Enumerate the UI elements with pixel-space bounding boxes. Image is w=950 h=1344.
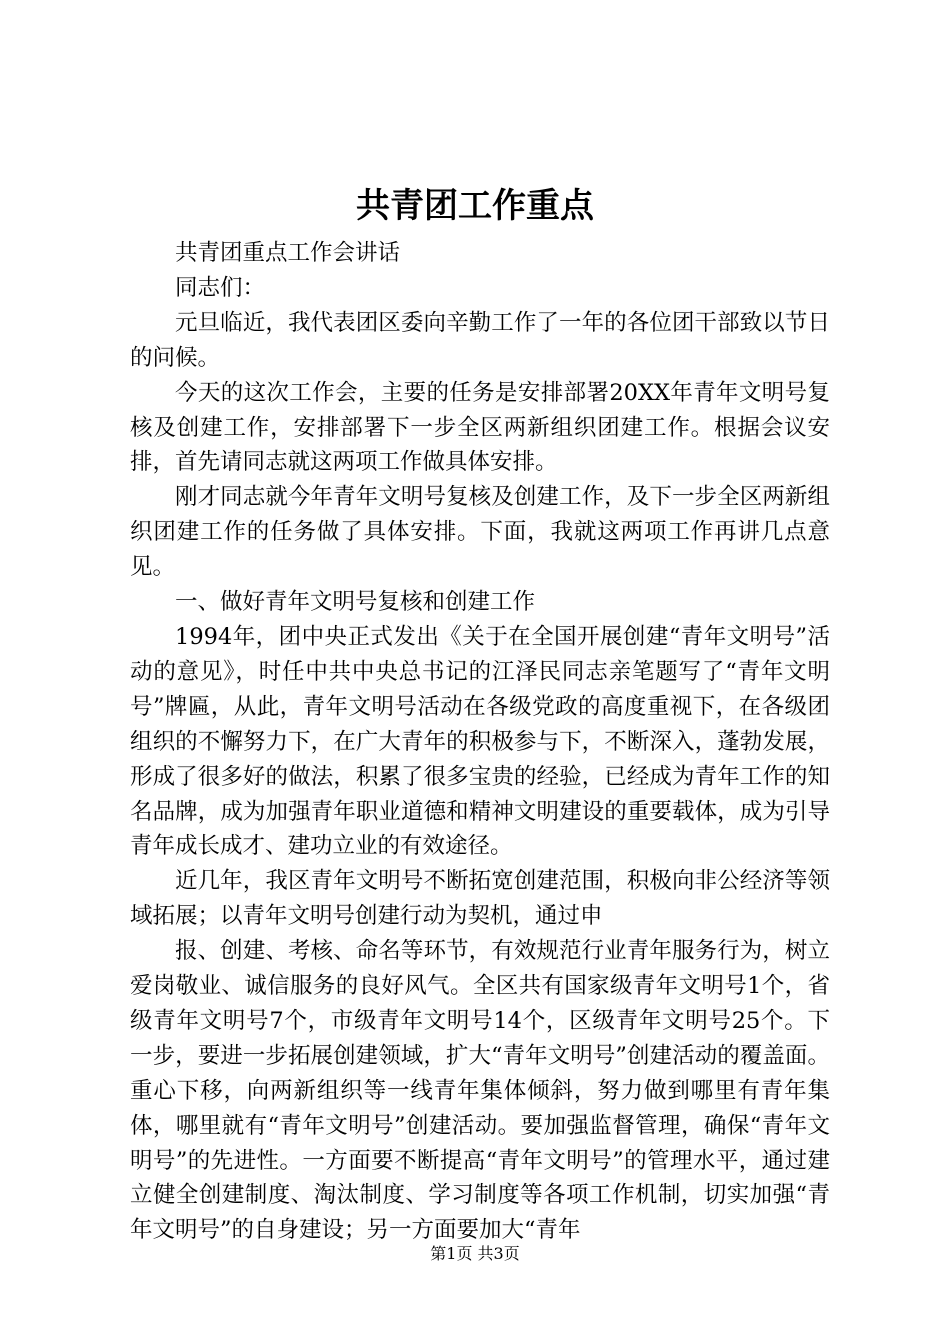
document-title: 共青团工作重点 [356,186,594,226]
paragraph-new-year: 元旦临近，我代表团区委向辛勤工作了一年的各位团干部致以节日的问候。 [130,309,830,371]
page-number-footer: 第1页 共3页 [430,1244,520,1263]
document-body [130,236,830,1248]
paragraph-meeting-tasks: 今天的这次工作会，主要的任务是安排部署20XX年青年文明号复核及创建工作，安排部署下一步全区两新组织团建工作。根据会议安排，首先请同志就这两项工作做具体安排。 [130,379,830,476]
paragraph-greeting: 同志们： [175,274,266,301]
paragraph-speech-title: 共青团重点工作会讲话 [175,240,401,266]
paragraph-details: 报、创建、考核、命名等环节，有效规范行业青年服务行为，树立爱岗敬业、诚信服务的良好风气。全区共有国家级青年文明号1个，省级青年文明号7个，市级青年文明号14个，区级青年文明号25个。下一步，要进一步拓展创建领域，扩大“青年文明号”创建活动的覆盖面。重心下移，向两新组织等一线青年集体倾斜，努力做到哪里有青年集体，哪里就有“青年文明号”创建活动。要加强监督管理，确保“青年文明号”的先进性。一方面要不断提高“青年文明号”的管理水平，通过建立健全创建制度、淘汰制度、学习制度等各项工作机制，切实加强“青年文明号”的自身建设；另一方面要加大“青年 [130,938,830,1244]
paragraph-recent-years: 近几年，我区青年文明号不断拓宽创建范围，积极向非公经济等领域拓展；以青年文明号创建行动为契机，通过申 [130,868,830,930]
paragraph-arrangement: 刚才同志就今年青年文明号复核及创建工作，及下一步全区两新组织团建工作的任务做了具体安排。下面，我就这两项工作再讲几点意见。 [130,484,830,581]
paragraph-history: 1994年，团中央正式发出《关于在全国开展创建“青年文明号”活动的意见》，时任中共中央总书记的江泽民同志亲笔题写了“青年文明号”牌匾，从此，青年文明号活动在各级党政的高度重视下，在各级团组织的不懈努力下，在广大青年的积极参与下，不断深入，蓬勃发展，形成了很多好的做法，积累了很多宝贵的经验，已经成为青年工作的知名品牌，成为加强青年职业道德和精神文明建设的重要载体，成为引导青年成长成才、建功立业的有效途径。 [130,623,830,860]
section-heading-one: 一、做好青年文明号复核和创建工作 [175,589,536,616]
